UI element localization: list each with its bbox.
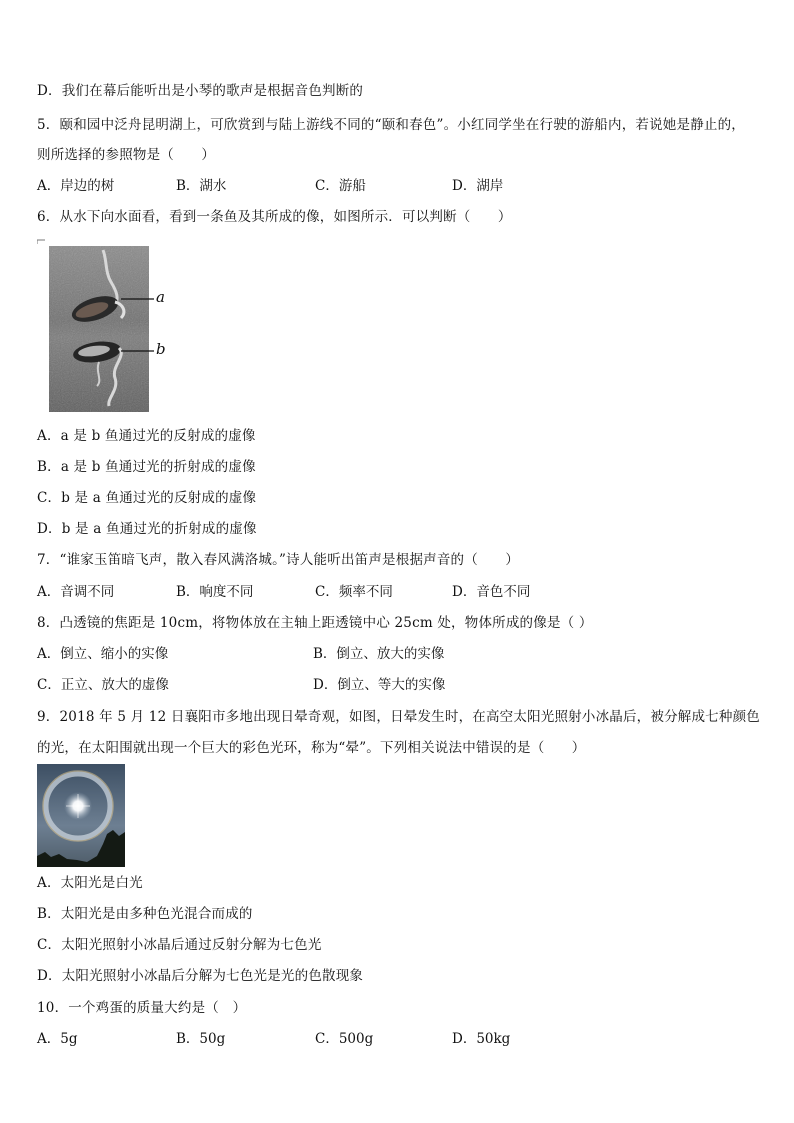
q8-option-c: C．正立、放大的虚像 [37,677,169,693]
q6-stem: 6．从水下向水面看，看到一条鱼及其所成的像，如图所示．可以判断（ ） [37,209,512,225]
q8-option-d: D．倒立、等大的实像 [313,677,446,693]
q7-option-d: D．音色不同 [452,584,531,600]
sun-halo-photo [37,764,125,867]
q7-option-a: A．音调不同 [37,584,115,600]
q6-option-c: C．b 是 a 鱼通过光的反射成的虚像 [37,490,257,506]
label-b: b [156,340,166,358]
q5-option-d: D．湖岸 [452,178,504,194]
q7-stem: 7．“谁家玉笛暗飞声，散入春风满洛城。”诗人能听出笛声是根据声音的（ ） [37,552,520,568]
q5-option-c: C．游船 [315,178,366,194]
q5-stem-line1: 5．颐和园中泛舟昆明湖上，可欣赏到与陆上游线不同的“颐和春色”。小红同学坐在行驶的游船内，若说她是静止的， [37,117,745,133]
q9-option-c: C．太阳光照射小冰晶后通过反射分解为七色光 [37,937,322,953]
q10-option-b: B．50g [176,1031,226,1047]
q7-option-c: C．频率不同 [315,584,393,600]
q10-stem: 10．一个鸡蛋的质量大约是（ ） [37,1000,247,1016]
q4-option-d: D．我们在幕后能听出是小琴的歌声是根据音色判断的 [37,83,364,99]
q9-option-d: D．太阳光照射小冰晶后分解为七色光是光的色散现象 [37,968,364,984]
q10-option-d: D．50kg [452,1031,511,1047]
q10-option-c: C．500g [315,1031,374,1047]
q5-option-b: B．湖水 [176,178,227,194]
q5-option-a: A．岸边的树 [37,178,115,194]
q9-stem-line2: 的光，在太阳围就出现一个巨大的彩色光环，称为“晕”。下列相关说法中错误的是（ ） [37,740,586,756]
q6-option-a: A．a 是 b 鱼通过光的反射成的虚像 [37,428,256,444]
q10-option-a: A．5g [37,1031,78,1047]
q6-option-d: D．b 是 a 鱼通过光的折射成的虚像 [37,521,257,537]
q9-option-a: A．太阳光是白光 [37,875,143,891]
q9-stem-line1: 9．2018 年 5 月 12 日襄阳市多地出现日晕奇观，如图，日晕发生时，在高空太阳光照射小冰晶后，被分解成七种颜色 [37,709,760,725]
q8-option-a: A．倒立、缩小的实像 [37,646,169,662]
q9-option-b: B．太阳光是由多种色光混合而成的 [37,906,253,922]
sun-halo-image [37,764,125,867]
fish-reflection-figure [37,238,177,414]
q5-stem-line2: 则所选择的参照物是（ ） [37,147,216,163]
label-a: a [156,288,165,306]
q7-option-b: B．响度不同 [176,584,254,600]
q8-stem: 8．凸透镜的焦距是 10cm，将物体放在主轴上距透镜中心 25cm 处，物体所成的像是（ ） [37,615,593,631]
q6-option-b: B．a 是 b 鱼通过光的折射成的虚像 [37,459,256,475]
fish-photo [37,238,177,414]
q8-option-b: B．倒立、放大的实像 [313,646,445,662]
